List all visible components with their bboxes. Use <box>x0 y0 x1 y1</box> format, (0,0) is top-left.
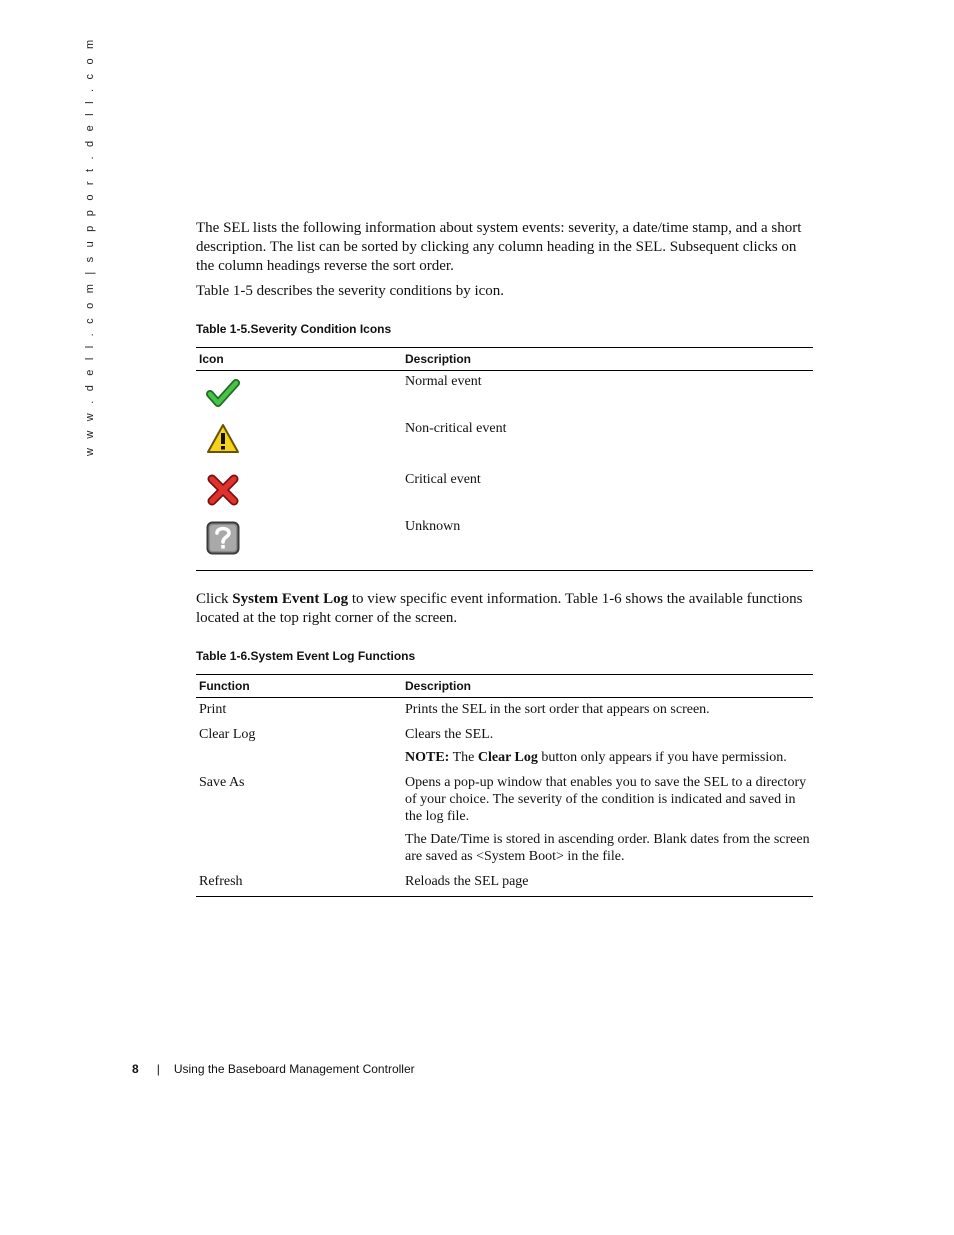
side-url: w w w . d e l l . c o m | s u p p o r t . d e l l . c o m <box>84 36 96 456</box>
mid-paragraph-wrap <box>196 590 813 628</box>
table-reference-paragraph: Table 1-5 describes the severity conditions by icon. <box>196 283 505 299</box>
table-row <box>196 718 813 766</box>
description-critical: Critical event <box>405 471 481 487</box>
table-row <box>196 865 813 896</box>
table-row <box>196 766 813 865</box>
function-refresh: Refresh <box>199 874 243 889</box>
note-text-bold: Clear Log <box>477 750 538 765</box>
mid-text-post: to view specific event information. Table 1-6 shows the available functions located at the top right corner of the screen. <box>196 591 803 626</box>
note-label: NOTE: <box>405 750 450 765</box>
gray-question-icon <box>206 521 240 555</box>
function-print: Print <box>199 702 227 717</box>
functions-table-wrap <box>196 674 813 897</box>
page-number: 8 <box>132 1062 139 1076</box>
function-save-as: Save As <box>199 775 245 790</box>
function-clear-log: Clear Log <box>199 727 256 742</box>
page-footer <box>132 1062 415 1076</box>
intro-paragraph: The SEL lists the following information about system events: severity, a date/time stamp, and a short description. The list can be sorted by clicking any column heading in the SEL. Subsequent clicks on the column headings reverse the sort order. <box>196 220 802 274</box>
green-check-icon <box>206 377 240 411</box>
note-text-post: button only appears if you have permission. <box>537 750 787 765</box>
mid-text-bold: System Event Log <box>232 591 349 607</box>
header-function: Function <box>196 675 402 698</box>
intro-section <box>196 219 813 301</box>
description-clear-log: Clears the SEL. <box>405 727 494 742</box>
header-description: Description <box>402 348 813 371</box>
severity-table <box>196 347 813 571</box>
table-row <box>196 469 813 518</box>
mid-text-pre: Click <box>196 591 233 607</box>
description-noncritical: Non-critical event <box>405 420 507 436</box>
table2-number: Table 1-6. <box>196 649 251 663</box>
table1-number: Table 1-5. <box>196 322 251 336</box>
chapter-title: Using the Baseboard Management Controller <box>173 1062 415 1076</box>
table1-caption <box>196 320 813 338</box>
yellow-warning-icon <box>206 422 240 456</box>
clear-log-note <box>405 749 810 766</box>
description-refresh: Reloads the SEL page <box>405 874 529 889</box>
functions-table <box>196 674 813 897</box>
table-header-row <box>196 675 813 698</box>
table-row <box>196 698 813 719</box>
table-header-row <box>196 348 813 371</box>
description-print: Prints the SEL in the sort order that appears on screen. <box>405 702 710 717</box>
table1-title: Severity Condition Icons <box>250 322 392 336</box>
description-normal: Normal event <box>405 374 482 389</box>
description-save-as-dates: The Date/Time is stored in ascending order. Blank dates from the screen are saved as <System Boot> in the file. <box>405 832 810 864</box>
header-description: Description <box>402 675 813 698</box>
table2-title: System Event Log Functions <box>250 649 416 663</box>
red-x-icon <box>206 473 240 507</box>
mid-paragraph <box>196 590 813 628</box>
note-text-pre: The <box>449 750 478 765</box>
header-icon: Icon <box>196 348 402 371</box>
table-row <box>196 418 813 469</box>
severity-table-wrap <box>196 347 813 571</box>
description-save-as: Opens a pop-up window that enables you to save the SEL to a directory of your choice. The severity of the condition is indicated and saved in the log file. <box>405 775 807 824</box>
table2-caption <box>196 647 813 665</box>
description-unknown: Unknown <box>405 518 461 534</box>
table-row <box>196 371 813 418</box>
footer-separator: | <box>156 1062 160 1076</box>
table-row <box>196 518 813 570</box>
